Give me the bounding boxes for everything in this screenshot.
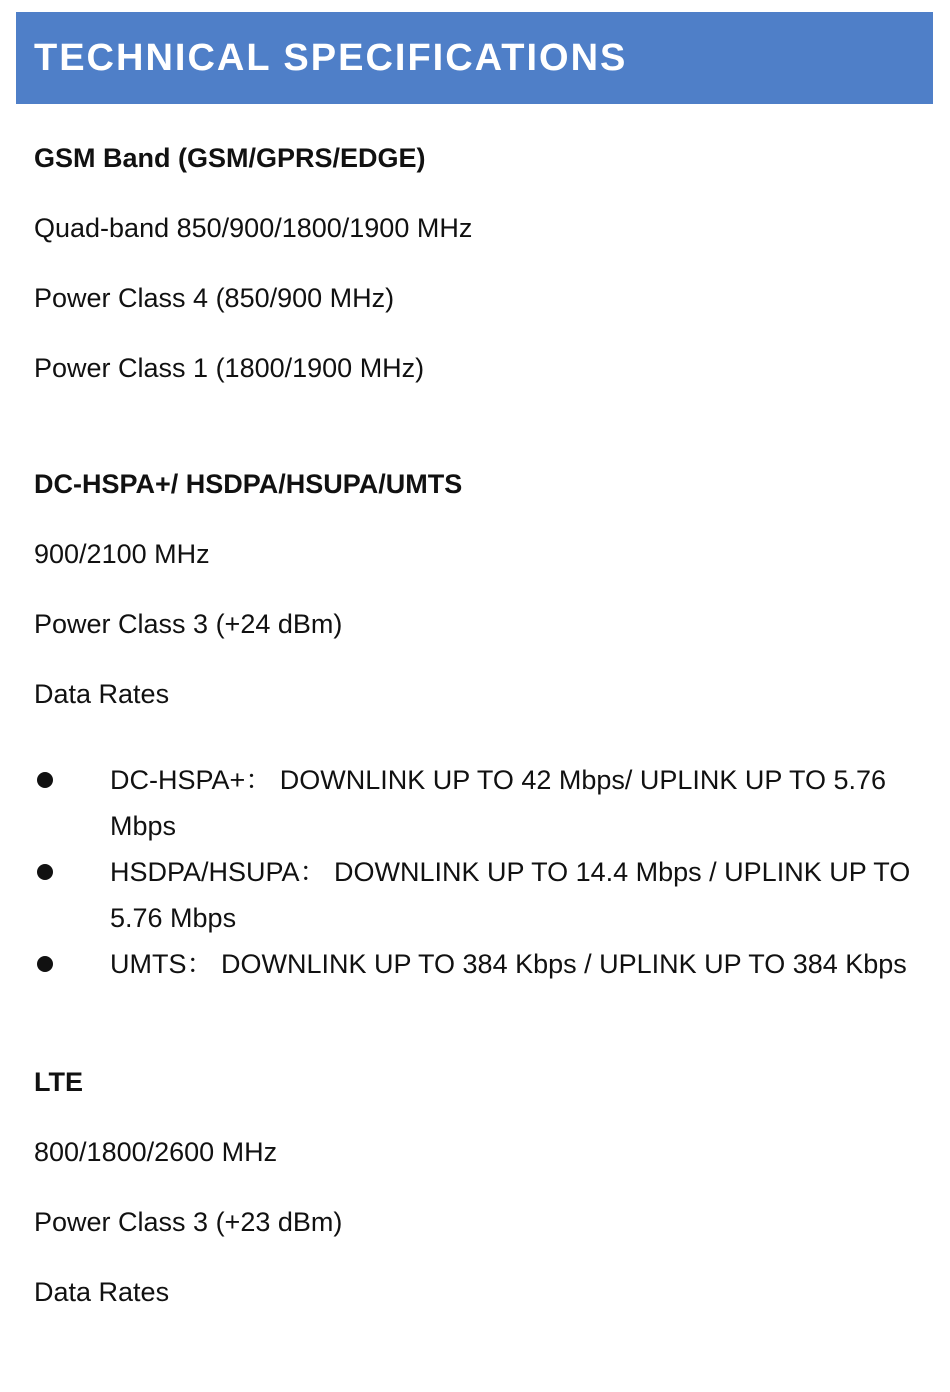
hspa-power-class-text: Power Class 3 (+24 dBm) — [34, 609, 343, 639]
bullet-icon — [37, 956, 53, 972]
list-item — [34, 941, 914, 987]
section-header-bar — [16, 12, 933, 104]
gsm-bands-text: Quad-band 850/900/1800/1900 MHz — [34, 213, 473, 243]
gsm-power-class-4-text: Power Class 4 (850/900 MHz) — [34, 283, 395, 313]
gsm-power-class-1-text: Power Class 1 (1800/1900 MHz) — [34, 353, 425, 383]
lte-power-class-text: Power Class 3 (+23 dBm) — [34, 1207, 343, 1237]
lte-bands-text: 800/1800/2600 MHz — [34, 1137, 278, 1167]
lte-data-rates-label: Data Rates — [34, 1277, 170, 1307]
hspa-data-rates-label: Data Rates — [34, 679, 170, 709]
list-item — [34, 757, 914, 849]
bullet-icon — [37, 772, 53, 788]
hspa-data-rates-list — [34, 757, 914, 987]
hspa-bands-text: 900/2100 MHz — [34, 539, 210, 569]
bullet-text-umts: UMTS： DOWNLINK UP TO 384 Kbps / UPLINK UP TO 384 Kbps — [110, 949, 907, 979]
bullet-text-dc-hspa: DC-HSPA+： DOWNLINK UP TO 42 Mbps/ UPLINK UP TO 5.76 Mbps — [110, 765, 887, 841]
section-title: TECHNICAL SPECIFICATIONS — [34, 37, 628, 79]
hspa-heading: DC-HSPA+/ HSDPA/HSUPA/UMTS — [34, 469, 463, 499]
list-item — [34, 849, 914, 941]
lte-heading: LTE — [34, 1067, 83, 1097]
gsm-heading: GSM Band (GSM/GPRS/EDGE) — [34, 143, 426, 173]
bullet-icon — [37, 864, 53, 880]
bullet-text-hsdpa-hsupa: HSDPA/HSUPA： DOWNLINK UP TO 14.4 Mbps / UPLINK UP TO 5.76 Mbps — [110, 857, 911, 933]
